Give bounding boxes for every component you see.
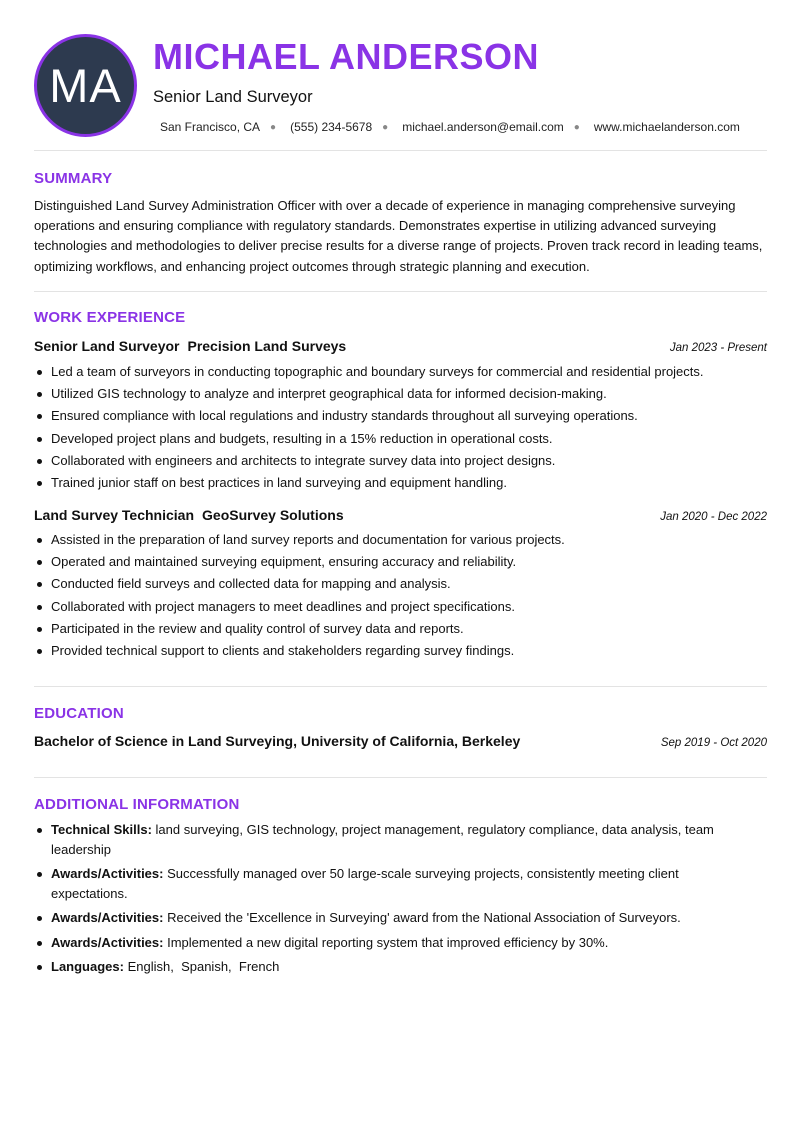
list-item xyxy=(34,864,734,903)
summary-text: Distinguished Land Survey Administration Officer with over a decade of experience in managing comprehensive surveying operations and ensuring compliance with regulatory standards. Demonstrates expertise in utilizing advanced surveying technologies and methodologies to deliver precise results for a diverse range of projects. Proven track record in leading teams, optimizing workflows, and enhancing project outcomes through strategic planning and execution. xyxy=(34,198,763,274)
job-company: GeoSurvey Solutions xyxy=(202,507,344,523)
avatar-initials: MA xyxy=(49,59,122,112)
list-item: Collaborated with engineers and architects to integrate survey data into project designs. xyxy=(34,450,769,472)
item-text: Received the 'Excellence in Surveying' award from the National Association of Surveyors. xyxy=(167,910,681,925)
list-item xyxy=(34,933,734,953)
candidate-title: Senior Land Surveyor xyxy=(153,88,313,106)
education-entry xyxy=(34,733,767,749)
job-header xyxy=(34,507,767,523)
job-title-line xyxy=(34,507,344,523)
divider xyxy=(34,291,767,292)
contact-location: San Francisco, CA xyxy=(160,120,261,134)
list-item xyxy=(34,908,734,928)
item-text: land surveying, GIS technology, project management, regulatory compliance, data analysis, team leadership xyxy=(51,822,714,857)
list-item: Ensured compliance with local regulations and industry standards throughout all surveying operations. xyxy=(34,405,769,427)
job-company: Precision Land Surveys xyxy=(187,338,347,354)
item-text: Successfully managed over 50 large-scale surveying projects, consistently meeting client expectations. xyxy=(51,866,679,901)
list-item: Assisted in the preparation of land survey reports and documentation for various projects. xyxy=(34,529,769,551)
item-label: Awards/Activities: xyxy=(51,910,164,925)
summary-heading: SUMMARY xyxy=(34,170,113,187)
list-item: Provided technical support to clients and stakeholders regarding survey findings. xyxy=(34,640,769,662)
list-item: Utilized GIS technology to analyze and interpret geographical data for informed decision-making. xyxy=(34,383,769,405)
list-item: Operated and maintained surveying equipment, ensuring accuracy and reliability. xyxy=(34,551,769,573)
job-title-line xyxy=(34,338,346,354)
item-text: English, Spanish, French xyxy=(127,959,280,974)
job-role: Land Survey Technician xyxy=(34,507,195,523)
experience-heading: WORK EXPERIENCE xyxy=(34,309,186,326)
contact-website[interactable]: www.michaelanderson.com xyxy=(593,120,740,134)
divider xyxy=(34,686,767,687)
divider xyxy=(34,777,767,778)
list-item: Conducted field surveys and collected data for mapping and analysis. xyxy=(34,573,769,595)
job-dates: Jan 2020 - Dec 2022 xyxy=(660,511,767,523)
additional-heading: ADDITIONAL INFORMATION xyxy=(34,796,240,813)
additional-list xyxy=(34,820,734,982)
education-dates: Sep 2019 - Oct 2020 xyxy=(660,737,767,749)
list-item xyxy=(34,957,734,977)
divider xyxy=(34,150,767,151)
item-label: Awards/Activities: xyxy=(51,934,164,950)
list-item xyxy=(34,820,734,859)
avatar xyxy=(34,34,137,137)
job-role: Senior Land Surveyor xyxy=(34,338,180,354)
contact-phone[interactable]: (555) 234-5678 xyxy=(290,120,373,134)
bullet-separator: ● xyxy=(573,121,580,133)
list-item: Trained junior staff on best practices in land surveying and equipment handling. xyxy=(34,472,769,494)
job-header xyxy=(34,338,767,354)
candidate-name: MICHAEL ANDERSON xyxy=(153,36,540,77)
job-bullets xyxy=(34,361,769,494)
list-item: Collaborated with project managers to meet deadlines and project specifications. xyxy=(34,596,769,618)
job-dates: Jan 2023 - Present xyxy=(669,342,767,354)
bullet-separator: ● xyxy=(382,121,389,133)
contact-bar xyxy=(160,120,740,134)
list-item: Led a team of surveyors in conducting topographic and boundary surveys for commercial and residential projects. xyxy=(34,361,769,383)
item-label: Awards/Activities: xyxy=(51,866,164,881)
education-heading: EDUCATION xyxy=(34,705,124,722)
bullet-separator: ● xyxy=(270,121,277,133)
job-bullets xyxy=(34,529,769,662)
list-item: Participated in the review and quality control of survey data and reports. xyxy=(34,618,769,640)
list-item: Developed project plans and budgets, resulting in a 15% reduction in operational costs. xyxy=(34,428,769,450)
item-label: Languages: xyxy=(51,959,124,974)
education-degree: Bachelor of Science in Land Surveying, University of California, Berkeley xyxy=(34,733,521,749)
item-text: Implemented a new digital reporting system that improved efficiency by 30%. xyxy=(167,934,609,950)
item-label: Technical Skills: xyxy=(51,822,152,837)
contact-email[interactable]: michael.anderson@email.com xyxy=(402,120,564,134)
